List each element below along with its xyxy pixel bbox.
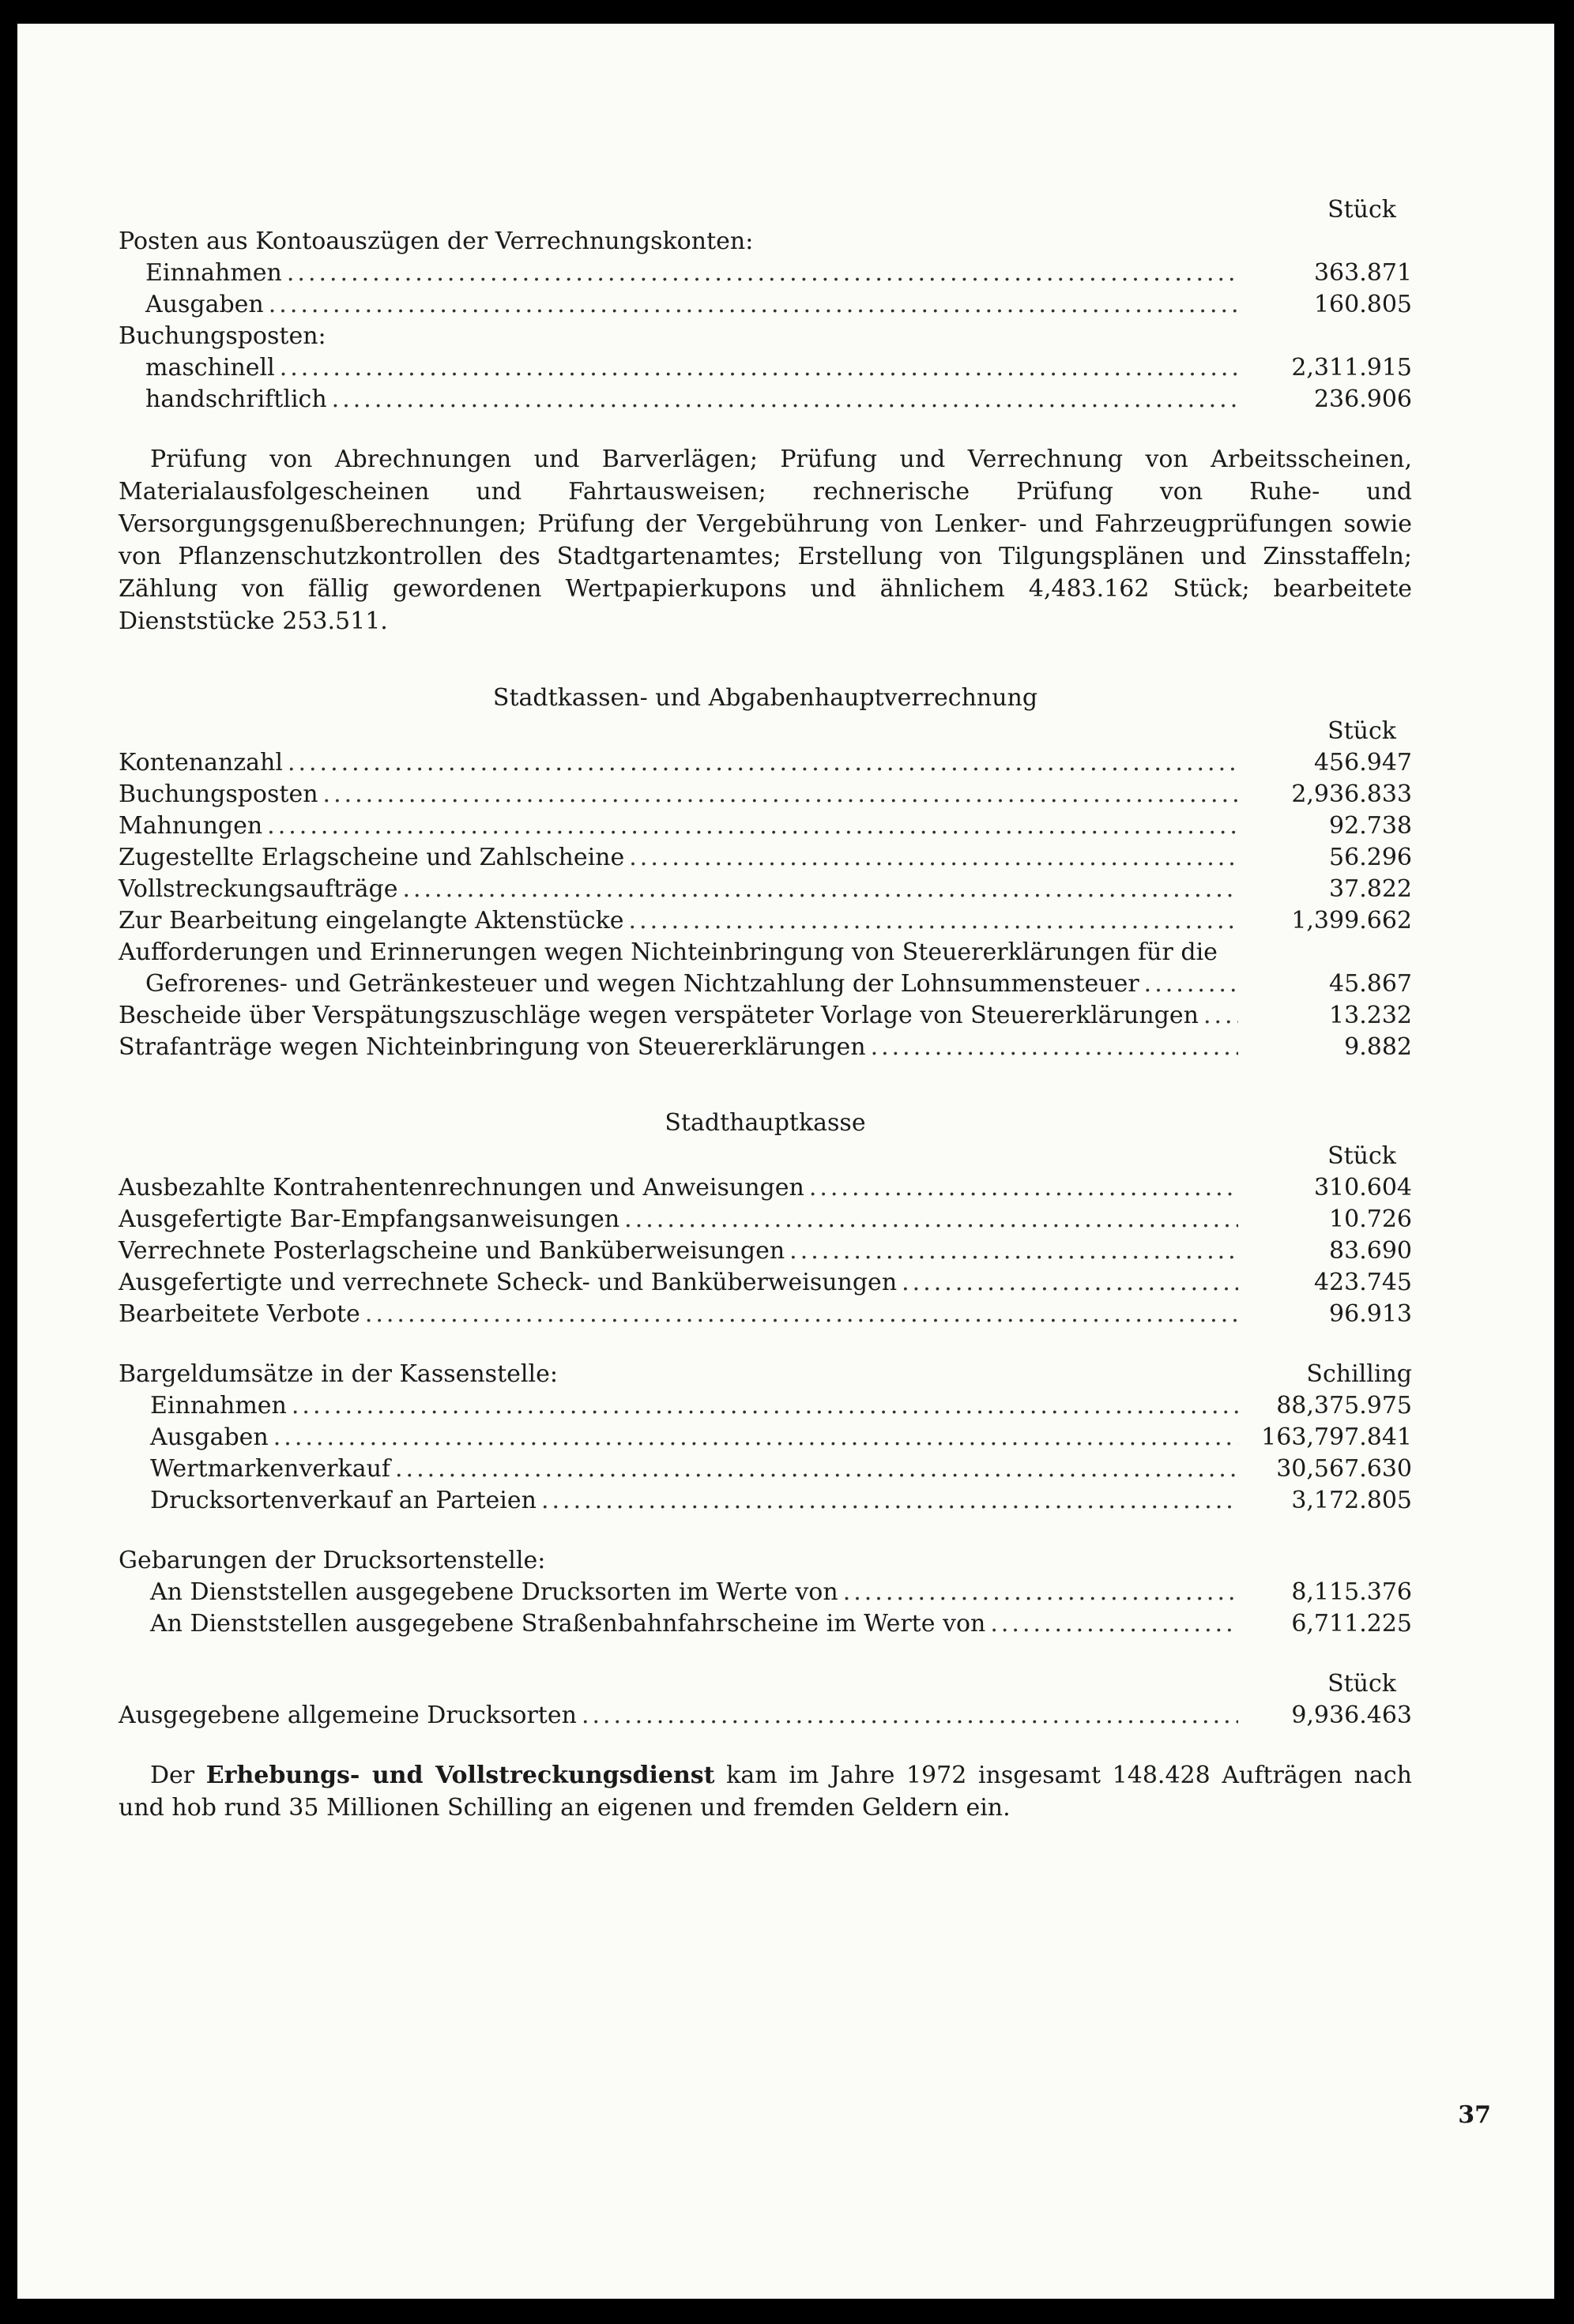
body-paragraph: Prüfung von Abrechnungen und Barverlägen; Prüfung und Verrechnung von Arbeitsscheinen, Materialausfolgescheinen und Fahrtausweisen; rechnerische Prüfung von Ruhe- und Versorgungsgenußberechnungen; Prüfung der Vergebührung von Lenker- und Fahrzeugprüfungen sowie von Pflanzenschutzkontrollen des Stadtgartenamtes; Erstellung von Tilgungsplänen und Zinsstaffeln; Zählung von fällig gewordenen Wertpapierkupons und ähnlichem 4,483.162 Stück; bearbeitete Dienststücke 253.511. (119, 446, 1412, 635)
unit-header: Stück (1327, 1142, 1396, 1170)
list-item: Ausgaben ..... 163,797.841 (119, 1421, 1412, 1453)
unit-header: Schilling (1306, 1360, 1412, 1388)
leader-dots (267, 810, 1238, 842)
unit-header: Stück (1327, 717, 1396, 745)
list-item: Aufforderungen und Erinnerungen wegen Nichteinbringung von Steuererklärungen für die (119, 938, 1218, 966)
leader-dots (541, 1484, 1238, 1517)
list-item: Ausgaben ..... 160.805 (119, 288, 1412, 320)
leader-dots (273, 1421, 1238, 1453)
leader-dots (402, 873, 1238, 905)
group-title: Posten aus Kontoauszügen der Verrechnungskonten: (119, 228, 754, 255)
section-heading: Stadtkassen- und Abgabenhauptverrechnung (492, 684, 1038, 712)
list-item: Mahnungen ..... 92.738 (119, 810, 1412, 841)
leader-dots (292, 1390, 1238, 1422)
leader-dots (323, 778, 1238, 810)
leader-dots (332, 383, 1238, 416)
leader-dots (809, 1171, 1238, 1204)
leader-dots (582, 1699, 1238, 1732)
group-title: Buchungsposten: (119, 322, 326, 350)
list-item: Bearbeitete Verbote ..... 96.913 (119, 1298, 1412, 1329)
section-heading: Stadthauptkasse (665, 1109, 866, 1137)
list-item: Bescheide über Verspätungszuschläge wegen verspäteter Vorlage von Steuererklärungen ..... 13.232 (119, 999, 1412, 1031)
list-item: Wertmarkenverkauf ..... 30,567.630 (119, 1453, 1412, 1484)
unit-header: Stück (1327, 1670, 1396, 1698)
list-item: An Dienststellen ausgegebene Straßenbahnfahrscheine im Werte von ..... 6,711.225 (119, 1608, 1412, 1639)
leader-dots (629, 904, 1238, 937)
leader-dots (288, 746, 1238, 779)
leader-dots (269, 288, 1238, 321)
list-item: Gefrorenes- und Getränkesteuer und wegen Nichtzahlung der Lohnsummensteuer ..... 45.867 (119, 968, 1412, 999)
list-item: Drucksortenverkauf an Parteien ..... 3,172.805 (119, 1484, 1412, 1516)
leader-dots (843, 1576, 1238, 1608)
list-item: Zugestellte Erlagscheine und Zahlscheine ..... 56.296 (119, 841, 1412, 873)
document-page (17, 24, 1554, 2299)
leader-dots (902, 1266, 1238, 1299)
list-item: Ausgegebene allgemeine Drucksorten ..... 9,936.463 (119, 1699, 1412, 1731)
page-number: 37 (1458, 2101, 1491, 2129)
list-item: maschinell ..... 2,311.915 (119, 352, 1412, 383)
leader-dots (990, 1608, 1238, 1640)
unit-header: Stück (1327, 196, 1396, 224)
closing-paragraph: Der Erhebungs- und Vollstreckungsdienst kam im Jahre 1972 insgesamt 148.428 Aufträgen nach und hob rund 35 Millionen Schilling an eigenen und fremden Geldern ein. (119, 1762, 1412, 1822)
leader-dots (1203, 999, 1238, 1032)
page-content (119, 194, 1412, 1824)
list-item: Ausgefertigte und verrechnete Scheck- und Banküberweisungen ..... 423.745 (119, 1266, 1412, 1298)
list-item: An Dienststellen ausgegebene Drucksorten im Werte von ..... 8,115.376 (119, 1576, 1412, 1608)
leader-dots (287, 257, 1238, 289)
group-title: Bargeldumsätze in der Kassenstelle: Schilling (119, 1358, 1412, 1390)
list-item: Strafanträge wegen Nichteinbringung von Steuererklärungen ..... 9.882 (119, 1031, 1412, 1062)
list-item: Einnahmen ..... 363.871 (119, 257, 1412, 288)
list-item: Einnahmen ..... 88,375.975 (119, 1390, 1412, 1421)
leader-dots (395, 1453, 1238, 1485)
list-item: handschriftlich ..... 236.906 (119, 383, 1412, 415)
list-item: Buchungsposten ..... 2,936.833 (119, 778, 1412, 810)
leader-dots (624, 1203, 1238, 1235)
list-item: Kontenanzahl ..... 456.947 (119, 746, 1412, 778)
leader-dots (871, 1031, 1238, 1063)
list-item: Vollstreckungsaufträge ..... 37.822 (119, 873, 1412, 904)
list-item: Verrechnete Posterlagscheine und Banküberweisungen ..... 83.690 (119, 1235, 1412, 1266)
list-item: Ausgefertigte Bar-Empfangsanweisungen ..... 10.726 (119, 1203, 1412, 1235)
leader-dots (1144, 968, 1238, 1000)
leader-dots (365, 1298, 1238, 1330)
list-item: Zur Bearbeitung eingelangte Aktenstücke ..... 1,399.662 (119, 904, 1412, 936)
leader-dots (629, 841, 1238, 874)
leader-dots (280, 352, 1238, 384)
leader-dots (789, 1235, 1238, 1267)
group-title: Gebarungen der Drucksortenstelle: (119, 1547, 546, 1574)
list-item: Ausbezahlte Kontrahentenrechnungen und Anweisungen ..... 310.604 (119, 1171, 1412, 1203)
